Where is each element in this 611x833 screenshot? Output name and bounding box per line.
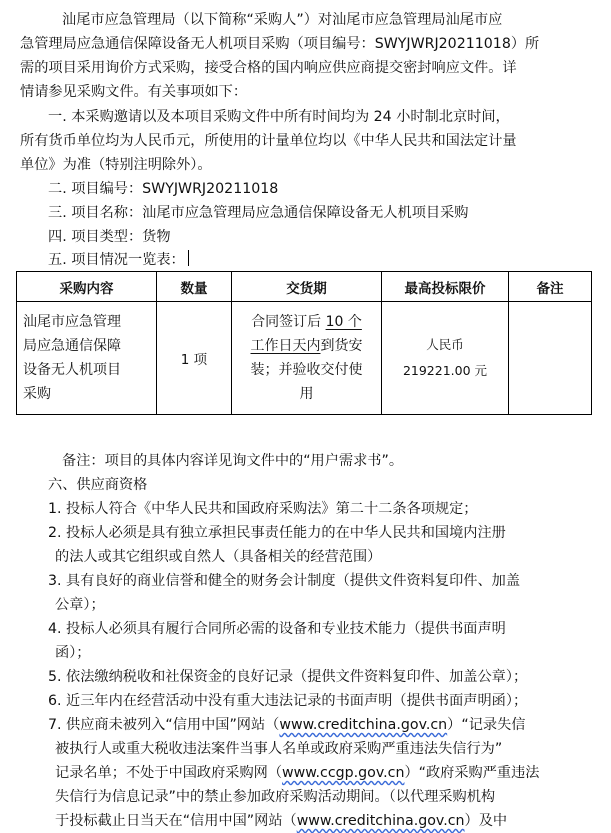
text-cursor [188, 250, 189, 266]
item4-project-type [48, 225, 171, 249]
cell-remark [509, 302, 592, 415]
delivery-days: 10 个 [325, 314, 362, 330]
item6-title: 六、供应商资格 [48, 477, 148, 493]
delivery-unit: 工作日天内 [250, 338, 321, 354]
table-note: 备注：项目的具体内容详见询文件中的“用户需求书”。 [62, 453, 404, 469]
price-value: 219221.00 元 [402, 363, 488, 378]
table-row [17, 302, 592, 415]
intro-line-2: 急管理局应急通信保障设备无人机项目采购（项目编号：SWYJWRJ20211018）所 [20, 36, 540, 52]
q7-text: ）“政府采购严重违法 [404, 765, 540, 781]
qualification-7-line-5 [55, 809, 507, 833]
intro-line-3: 需的项目采用询价方式采购，接受合格的国内响应供应商提交密封响应文件。详 [20, 60, 517, 76]
cell-delivery [232, 302, 382, 415]
q7-text: 7. 供应商未被列入“信用中国”网站（ [48, 717, 280, 733]
item5-label: 五. 项目情况一览表： [48, 252, 185, 268]
item3-label: 三. 项目名称： [48, 205, 143, 221]
header-max-price: 最高投标限价 [382, 272, 509, 302]
qualification-7-line-4: 失信行为信息记录”中的禁止参加政府采购活动期间。（以代理采购机构 [55, 789, 496, 805]
qualification-2-line-1: 2. 投标人必须是具有独立承担民事责任能力的在中华人民共和国境内注册 [48, 525, 506, 541]
delivery-text: 到货安 [320, 338, 363, 354]
creditchina-link[interactable]: www.creditchina.gov.cn [296, 813, 465, 829]
content-line: 局应急通信保障 [23, 338, 121, 354]
item4-label: 四. 项目类型： [48, 229, 143, 245]
table-header-row [17, 272, 592, 302]
q7-text: ）“记录失信 [447, 717, 526, 733]
qualification-4-line-1: 4. 投标人必须具有履行合同所必需的设备和专业技术能力（提供书面声明 [48, 621, 506, 637]
content-line: 汕尾市应急管理 [23, 314, 121, 330]
item4-value: 货物 [142, 229, 171, 245]
price-label: 人民币 [426, 337, 464, 352]
content-line: 设备无人机项目 [23, 362, 121, 378]
creditchina-link[interactable]: www.creditchina.gov.cn [279, 717, 448, 733]
header-delivery: 交货期 [232, 272, 382, 302]
intro-line-1: 汕尾市应急管理局（以下简称“采购人”）对汕尾市应急管理局汕尾市应 [62, 12, 503, 28]
header-remark: 备注 [509, 272, 592, 302]
item2-value: SWYJWRJ20211018 [142, 181, 279, 197]
ccgp-link[interactable]: www.ccgp.gov.cn [282, 765, 405, 781]
cell-max-price [382, 302, 509, 415]
qualification-3-line-2: 公章）； [55, 597, 105, 613]
item3-project-name [48, 201, 468, 225]
header-content: 采购内容 [17, 272, 157, 302]
item2-project-number [48, 177, 278, 201]
q7-text: 于投标截止日当天在“信用中国”网站（ [55, 813, 297, 829]
item5-overview-title [48, 248, 189, 272]
cell-content [17, 302, 157, 415]
qualification-7-line-1 [48, 713, 525, 737]
item1-line-3: 单位》为准（特别注明除外）。 [20, 157, 212, 173]
qualification-7-line-2: 被执行人或重大税收违法案件当事人名单或政府采购严重违法失信行为” [55, 741, 503, 757]
qualification-3-line-1: 3. 具有良好的商业信誉和健全的财务会计制度（提供文件资料复印件、加盖 [48, 573, 521, 589]
item1-line-1: 一. 本采购邀请以及本项目采购文件中所有时间均为 24 小时制北京时间， [48, 109, 510, 125]
q7-text: ）及中 [464, 813, 508, 829]
header-quantity: 数量 [157, 272, 232, 302]
delivery-text: 装；并验收交付使 [250, 362, 363, 378]
item3-value: 汕尾市应急管理局应急通信保障设备无人机项目采购 [142, 205, 469, 221]
item1-line-2: 所有货币单位均为人民币元，所使用的计量单位均以《中华人民共和国法定计量 [20, 133, 517, 149]
qualification-5: 5. 依法缴纳税收和社保资金的良好记录（提供文件资料复印件、加盖公章）； [48, 669, 528, 685]
intro-line-4: 情请参见采购文件。有关事项如下： [20, 84, 248, 100]
item2-label: 二. 项目编号： [48, 181, 143, 197]
qualification-1: 1. 投标人符合《中华人民共和国政府采购法》第二十二条各项规定； [48, 501, 478, 517]
q7-text: 记录名单；不处于中国政府采购网（ [55, 765, 283, 781]
qualification-2-line-2: 的法人或其它组织或自然人（具备相关的经营范围） [55, 549, 382, 565]
qualification-4-line-2: 函）； [55, 645, 91, 661]
content-line: 采购 [23, 386, 51, 402]
cell-quantity: 1 项 [157, 302, 232, 415]
qualification-7-line-3 [55, 761, 539, 785]
project-overview-table [16, 271, 592, 415]
delivery-text: 用 [299, 386, 314, 402]
delivery-text: 合同签订后 [251, 314, 326, 330]
qualification-6: 6. 近三年内在经营活动中没有重大违法记录的书面声明（提供书面声明函）； [48, 693, 528, 709]
